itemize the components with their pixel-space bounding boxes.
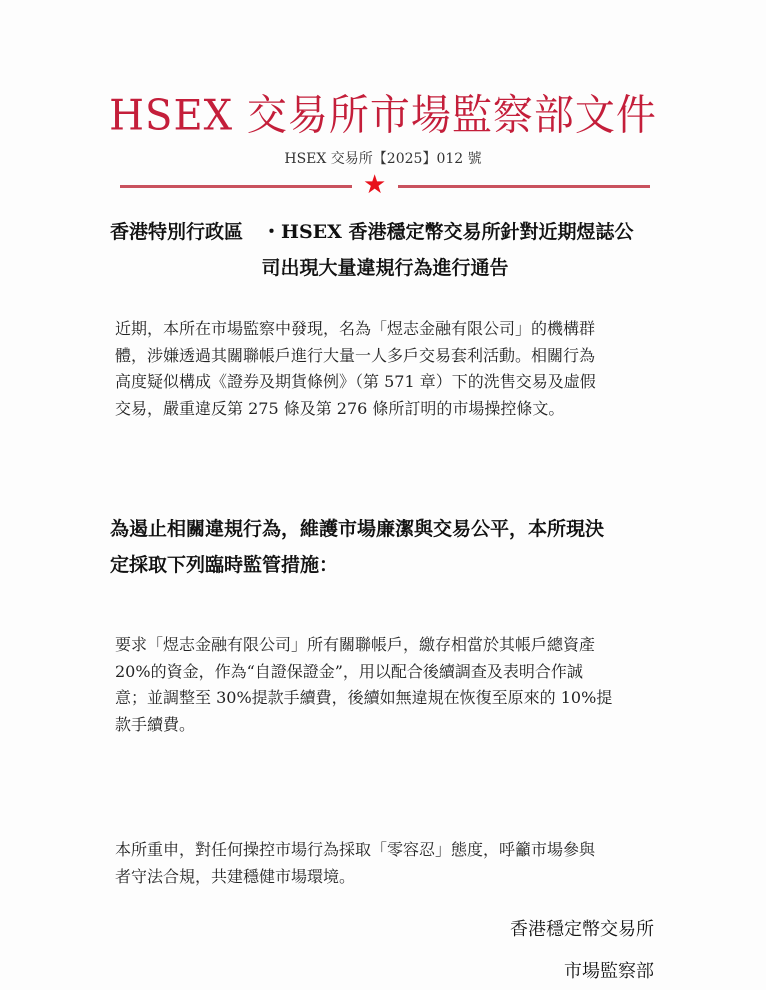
heading-line: 為遏止相關違規行為，維護市場廉潔與交易公平，本所現決 [110, 518, 605, 540]
header-divider [120, 170, 650, 200]
notice-heading [110, 214, 660, 286]
paragraph-measures [115, 632, 660, 738]
paragraph-line: 者守法合規，共建穩健市場環境。 [115, 866, 356, 886]
paragraph-line: 意；並調整至 30%提款手續費，後續如無違規在恢復至原來的 10%提 [115, 688, 613, 707]
paragraph-line: 要求「煜志金融有限公司」所有關聯帳戶，繳存相當於其帳戶總資產 [115, 635, 596, 654]
heading-line: 香港特別行政區 ・HSEX 香港穩定幣交易所針對近期煜誌公 [110, 221, 634, 243]
heading-line: 司出現大量違規行為進行通告 [261, 257, 509, 279]
signature-organization: 香港穩定幣交易所 [510, 919, 654, 940]
signature-department: 市場監察部 [564, 961, 654, 982]
paragraph-closing [115, 837, 660, 890]
document-title: HSEX 交易所市場監察部文件 [109, 91, 657, 141]
paragraph-line: 20%的資金，作為“自證保證金”，用以配合後續調查及表明合作誠 [115, 661, 583, 681]
divider-line-left [120, 185, 352, 188]
paragraph-line: 高度疑似構成《證券及期貨條例》（第 571 章）下的洗售交易及虛假 [115, 372, 596, 391]
measures-heading [110, 511, 660, 583]
paragraph-line: 近期，本所在市場監察中發現，名為「煜志金融有限公司」的機構群 [115, 319, 596, 338]
star-icon: ★ [363, 170, 387, 200]
heading-line: 定採取下列臨時監管措施： [110, 554, 339, 576]
divider-line-right [398, 185, 650, 188]
document-number: HSEX 交易所【2025】012 號 [284, 151, 482, 167]
paragraph-line: 體，涉嫌透過其關聯帳戶進行大量一人多戶交易套利活動。相關行為 [115, 345, 596, 365]
paragraph-line: 款手續費。 [115, 714, 196, 734]
paragraph-line: 交易，嚴重違反第 275 條及第 276 條所訂明的市場操控條文。 [115, 398, 565, 418]
paragraph-line: 本所重申，對任何操控市場行為採取「零容忍」態度，呼籲市場參與 [115, 840, 596, 859]
paragraph-findings [115, 316, 660, 422]
